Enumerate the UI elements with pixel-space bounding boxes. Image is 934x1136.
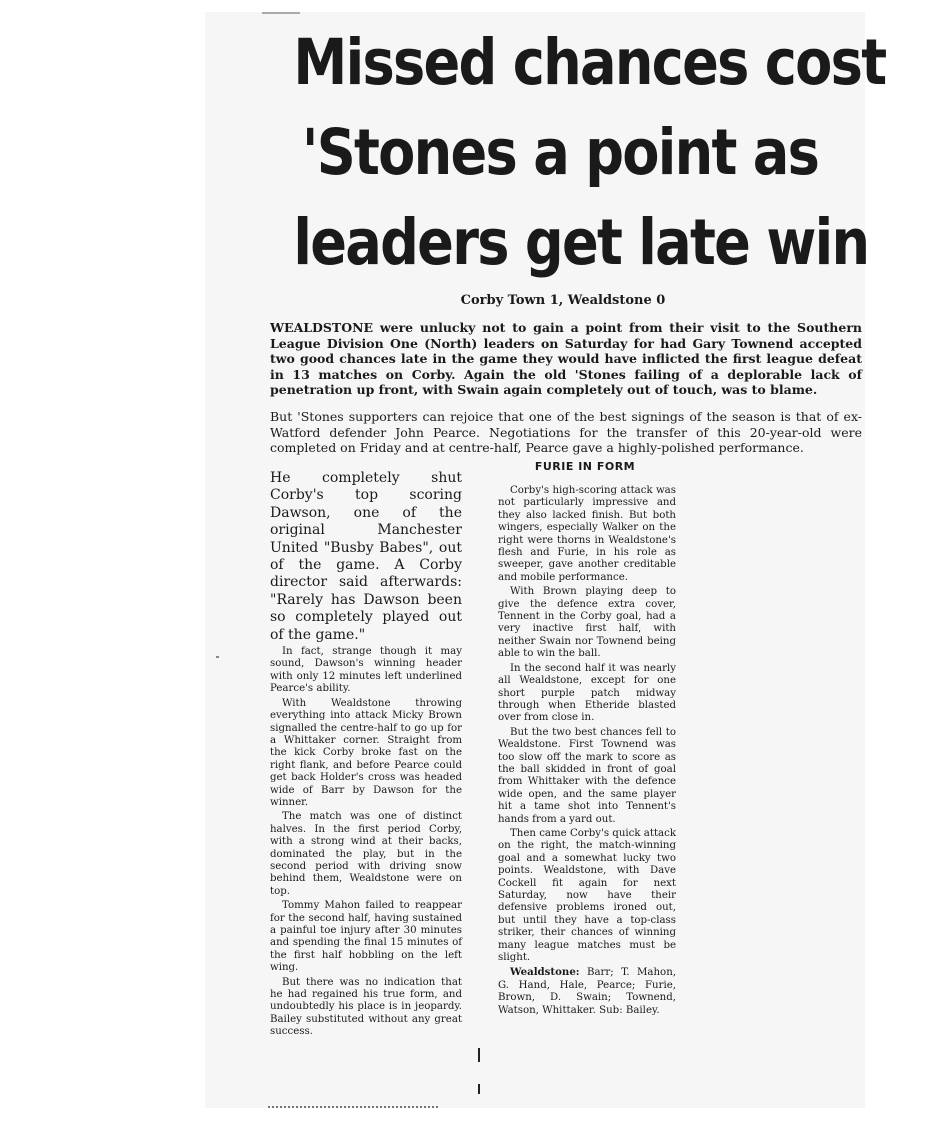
body-paragraph: In the second half it was nearly all Wealdstone, except for one short purple patch midway through when Etheride blasted over from close in. (498, 662, 676, 724)
body-paragraph: With Wealdstone throwing everything into attack Micky Brown signalled the centre-half to go up for a Whittaker corner. Straight from the kick Corby broke fast on the right flank, and before Pearce could get back Holder's cross was headed wide of Barr by Dawson for the winner. (270, 697, 462, 808)
team-players: Barr; T. Mahon, G. Hand, Hale, Pearce; Furie, Brown, D. Swain; Townend, Watson, Whittaker. Sub: Bailey. (498, 967, 676, 1016)
body-paragraph: Then came Corby's quick attack on the right, the match-winning goal and a somewhat lucky two points. Wealdstone, with Dave Cockell fit again for next Saturday, now have their defensive problems ironed out, but until they have a top-class striker, their chances of winning many league matches must be slight. (498, 827, 676, 964)
large-paragraph: He completely shut Corby's top scoring Dawson, one of the original Manchester United "Busby Babes", out of the game. A Corby director said afterwards: "Rarely has Dawson been so completely played out of the game." (270, 470, 462, 643)
headline-line: leaders get late win (293, 206, 869, 279)
cut-off-text-line (268, 1106, 438, 1110)
body-paragraph: Corby's high-scoring attack was not particularly impressive and they also lacked finish. But both wingers, especially Walker on the right were thorns in Wealdstone's flesh and Furie, in his role as sweeper, gave another creditable and mobile performance. (498, 485, 676, 583)
body-paragraph: But there was no indication that he had regained his true form, and undoubtedly his place is in jeopardy. Bailey substituted without any great success. (270, 976, 462, 1038)
body-paragraph: The match was one of distinct halves. In the first period Corby, with a strong wind at their backs, dominated the play, but in the second period with driving snow behind them, Wealdstone were on top. (270, 811, 462, 897)
section-heading: FURIE IN FORM (534, 460, 636, 473)
headline (293, 18, 886, 288)
left-column (270, 470, 462, 1041)
body-paragraph: Tommy Mahon failed to reappear for the second half, having sustained a painful toe injury after 30 minutes and spending the final 15 minutes of the first half hobbling on the left wing. (270, 900, 462, 974)
clipping-edge-mark (262, 12, 300, 14)
right-column (492, 460, 678, 1019)
body-paragraph: With Brown playing deep to give the defence extra cover, Tennent in the Corby goal, had a very inactive first half, with neither Swain nor Townend being able to win the ball. (498, 586, 676, 660)
column-rule (478, 1048, 480, 1062)
team-label: Wealdstone: (510, 966, 580, 979)
headline-line: 'Stones a point as (301, 116, 819, 189)
headline-line: Missed chances cost (293, 26, 886, 99)
body-paragraph: But the two best chances fell to Wealdstone. First Townend was too slow off the mark to score as the ball skidded in front of goal from Whittaker with the defence wide open, and the same player hit a tame shot into Tennent's hands from a yard out. (498, 726, 676, 825)
match-result-subhead: Corby Town 1, Wealdstone 0 (460, 293, 666, 308)
scan-speck (216, 656, 219, 658)
lead-paragraph: WEALDSTONE were unlucky not to gain a point from their visit to the Southern League Division One (North) leaders on Saturday for had Gary Townend accepted two good chances late in the game they would have inflicted the first league defeat in 13 matches on Corby. Again the old 'Stones failing of a deplorable lack of penetration up front, with Swain again completely out of touch, was to blame. (270, 320, 862, 397)
lead-paragraph-2: But 'Stones supporters can rejoice that one of the best signings of the season is that of ex-Watford defender John Pearce. Negotiations for the transfer of this 20-year-old were completed on Friday and at centre-half, Pearce gave a highly-polished performance. (270, 409, 862, 455)
column-rule (478, 1084, 480, 1094)
team-lineup (498, 966, 676, 1017)
body-paragraph: In fact, strange though it may sound, Dawson's winning header with only 12 minutes left underlined Pearce's ability. (270, 646, 462, 695)
